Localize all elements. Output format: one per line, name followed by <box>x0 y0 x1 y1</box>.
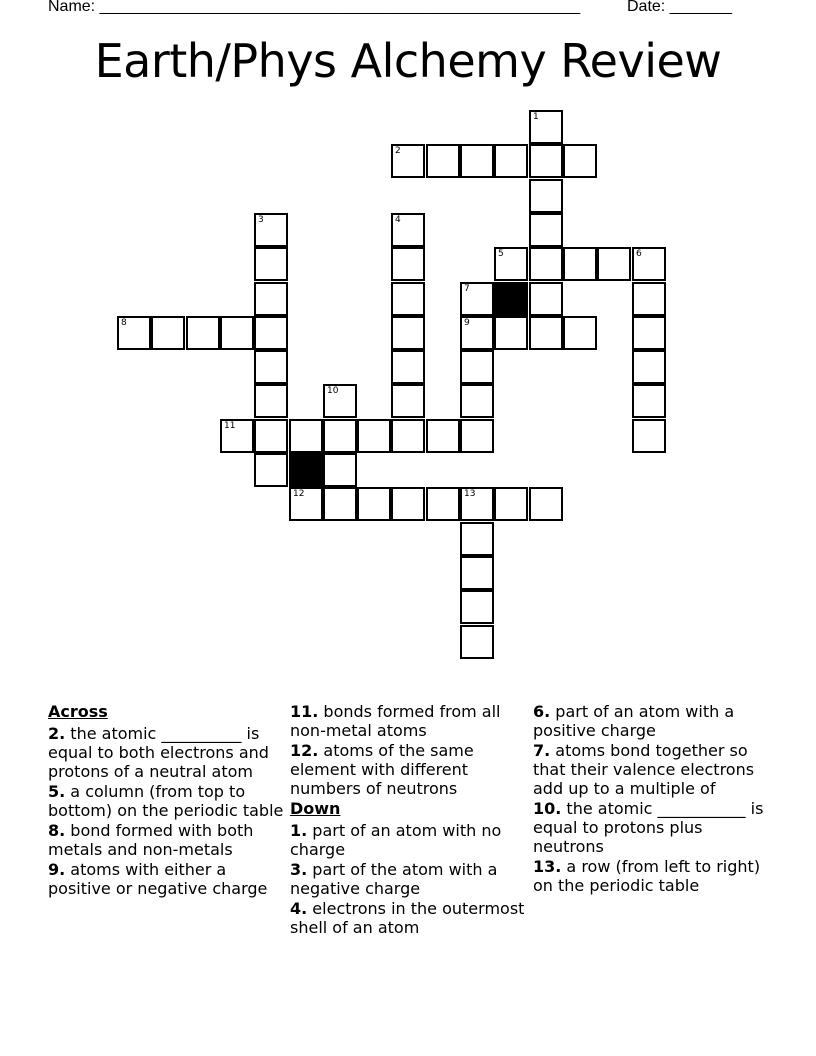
down-clue <box>533 741 773 798</box>
crossword-cell[interactable] <box>529 487 563 521</box>
crossword-cell[interactable] <box>460 384 494 418</box>
clue-number: 12 <box>293 489 305 499</box>
across-heading: Across <box>48 702 108 721</box>
clue-number: 13 <box>464 489 476 499</box>
clue-number: 7 <box>464 284 470 294</box>
crossword-cell[interactable] <box>529 110 563 144</box>
clue-number-label: 2. <box>48 724 66 743</box>
clue-number: 3 <box>258 215 264 225</box>
crossword-cell[interactable] <box>529 179 563 213</box>
crossword-cell[interactable] <box>391 316 425 350</box>
crossword-cell[interactable] <box>391 144 425 178</box>
crossword-cell[interactable] <box>357 487 391 521</box>
clue-number: 1 <box>533 112 539 122</box>
clues-column-2 <box>290 702 530 938</box>
clue-text: bonds formed from all non-metal atoms <box>290 702 501 740</box>
down-clue <box>533 799 773 856</box>
crossword-cell[interactable] <box>289 487 323 521</box>
crossword-cell[interactable] <box>563 247 597 281</box>
clue-number-label: 7. <box>533 741 551 760</box>
crossword-cell[interactable] <box>391 419 425 453</box>
crossword-cell[interactable] <box>460 419 494 453</box>
crossword-cell[interactable] <box>391 247 425 281</box>
crossword-cell[interactable] <box>460 144 494 178</box>
crossword-cell[interactable] <box>426 419 460 453</box>
across-clue-list <box>48 724 284 898</box>
crossword-cell[interactable] <box>357 419 391 453</box>
crossword-cell[interactable] <box>529 213 563 247</box>
clue-number-label: 3. <box>290 860 308 879</box>
page-title: Earth/Phys Alchemy Review <box>94 34 722 88</box>
crossword-cell[interactable] <box>460 487 494 521</box>
across-clue <box>290 741 530 798</box>
clue-text: part of the atom with a negative charge <box>290 860 498 898</box>
crossword-cell[interactable] <box>460 282 494 316</box>
crossword-cell[interactable] <box>151 316 185 350</box>
clue-number-label: 4. <box>290 899 308 918</box>
crossword-cell[interactable] <box>254 384 288 418</box>
crossword-cell[interactable] <box>597 247 631 281</box>
crossword-cell[interactable] <box>494 144 528 178</box>
blocked-cell <box>494 282 528 316</box>
date-field-label[interactable]: Date: _______ <box>627 0 732 15</box>
clue-text: electrons in the outermost shell of an atom <box>290 899 525 937</box>
clue-number-label: 10. <box>533 799 562 818</box>
crossword-cell[interactable] <box>426 487 460 521</box>
clue-number: 5 <box>498 249 504 259</box>
crossword-cell[interactable] <box>632 247 666 281</box>
clue-text: atoms with either a positive or negative charge <box>48 860 268 898</box>
crossword-cell[interactable] <box>460 350 494 384</box>
crossword-cell[interactable] <box>220 419 254 453</box>
down-clue <box>533 702 773 740</box>
crossword-cell[interactable] <box>391 487 425 521</box>
clue-number-label: 1. <box>290 821 308 840</box>
crossword-cell[interactable] <box>460 625 494 659</box>
crossword-cell[interactable] <box>323 419 357 453</box>
crossword-cell[interactable] <box>460 556 494 590</box>
clue-text: atoms of the same element with different numbers of neutrons <box>290 741 474 798</box>
clue-number: 11 <box>224 421 236 431</box>
clue-number: 6 <box>636 249 642 259</box>
clues-column-1 <box>48 702 284 899</box>
blocked-cell <box>289 453 323 487</box>
crossword-cell[interactable] <box>254 316 288 350</box>
crossword-cell[interactable] <box>254 282 288 316</box>
down-clue-list <box>290 821 530 937</box>
clue-text: a row (from left to right) on the periodic table <box>533 857 761 895</box>
crossword-cell[interactable] <box>529 282 563 316</box>
clue-text: part of an atom with no charge <box>290 821 502 859</box>
clue-text: the atomic __________ is equal to both electrons and protons of a neutral atom <box>48 724 269 781</box>
down-clue <box>290 860 530 898</box>
crossword-cell[interactable] <box>494 247 528 281</box>
clue-number-label: 13. <box>533 857 562 876</box>
crossword-cell[interactable] <box>391 350 425 384</box>
crossword-cell[interactable] <box>529 144 563 178</box>
down-clue <box>290 821 530 859</box>
across-clue-list-continued <box>290 702 530 798</box>
crossword-cell[interactable] <box>529 316 563 350</box>
clue-text: the atomic ___________ is equal to protons plus neutrons <box>533 799 764 856</box>
crossword-cell[interactable] <box>460 522 494 556</box>
crossword-cell[interactable] <box>632 419 666 453</box>
clue-number-label: 11. <box>290 702 319 721</box>
down-clue-list-continued <box>533 702 773 895</box>
across-clue <box>48 860 284 898</box>
clue-number-label: 8. <box>48 821 66 840</box>
across-clue <box>48 724 284 781</box>
name-field-label[interactable]: Name: ______________________________________________________ <box>48 0 581 15</box>
crossword-cell[interactable] <box>254 213 288 247</box>
crossword-cell[interactable] <box>391 384 425 418</box>
crossword-cell[interactable] <box>254 453 288 487</box>
across-clue <box>48 782 284 820</box>
crossword-cell[interactable] <box>254 247 288 281</box>
crossword-cell[interactable] <box>632 282 666 316</box>
clue-number: 2 <box>395 146 401 156</box>
clue-number-label: 5. <box>48 782 66 801</box>
clue-number: 4 <box>395 215 401 225</box>
clue-number: 8 <box>121 318 127 328</box>
clue-number-label: 9. <box>48 860 66 879</box>
clue-number-label: 12. <box>290 741 319 760</box>
clue-number-label: 6. <box>533 702 551 721</box>
crossword-cell[interactable] <box>632 384 666 418</box>
across-clue <box>290 702 530 740</box>
clue-text: part of an atom with a positive charge <box>533 702 735 740</box>
crossword-cell[interactable] <box>460 590 494 624</box>
crossword-cell[interactable] <box>391 282 425 316</box>
crossword-cell[interactable] <box>563 316 597 350</box>
crossword-cell[interactable] <box>494 487 528 521</box>
crossword-cell[interactable] <box>632 350 666 384</box>
crossword-cell[interactable] <box>323 453 357 487</box>
crossword-cell[interactable] <box>254 419 288 453</box>
clue-text: atoms bond together so that their valence electrons add up to a multiple of <box>533 741 755 798</box>
crossword-cell[interactable] <box>460 316 494 350</box>
crossword-cell[interactable] <box>323 487 357 521</box>
clue-number: 9 <box>464 318 470 328</box>
crossword-cell[interactable] <box>254 350 288 384</box>
down-clue <box>533 857 773 895</box>
crossword-cell[interactable] <box>117 316 151 350</box>
clue-text: bond formed with both metals and non-metals <box>48 821 254 859</box>
down-heading: Down <box>290 799 341 818</box>
crossword-cell[interactable] <box>529 247 563 281</box>
crossword-cell[interactable] <box>323 384 357 418</box>
clue-number: 10 <box>327 386 339 396</box>
crossword-cell[interactable] <box>563 144 597 178</box>
crossword-cell[interactable] <box>494 316 528 350</box>
crossword-cell[interactable] <box>391 213 425 247</box>
crossword-cell[interactable] <box>426 144 460 178</box>
down-clue <box>290 899 530 937</box>
crossword-cell[interactable] <box>632 316 666 350</box>
across-clue <box>48 821 284 859</box>
crossword-cell[interactable] <box>220 316 254 350</box>
clue-text: a column (from top to bottom) on the periodic table <box>48 782 284 820</box>
crossword-cell[interactable] <box>289 419 323 453</box>
crossword-cell[interactable] <box>186 316 220 350</box>
clues-column-3 <box>533 702 773 896</box>
